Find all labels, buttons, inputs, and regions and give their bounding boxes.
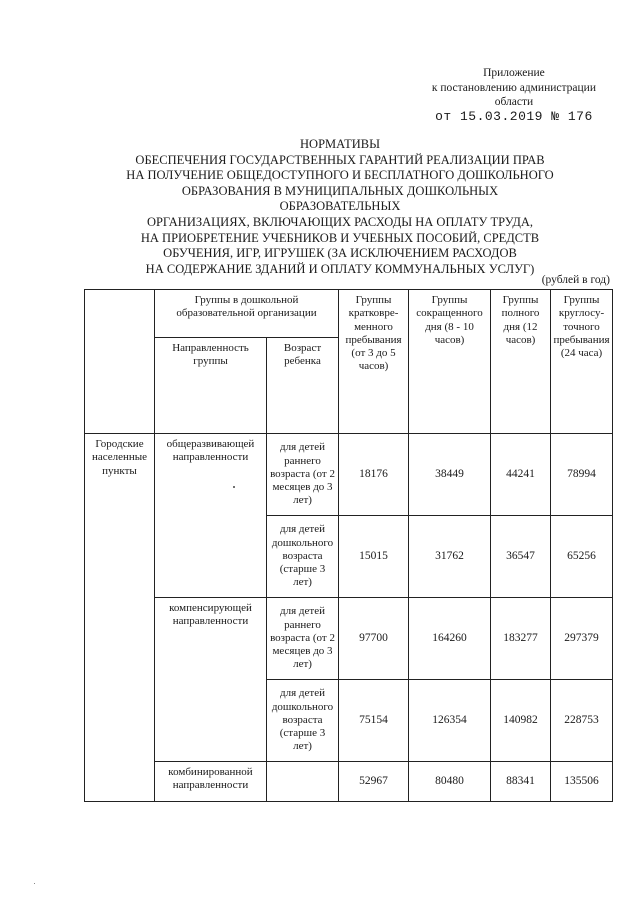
value-reduced-day: 31762 — [409, 516, 491, 598]
title-line: НА ПРИОБРЕТЕНИЕ УЧЕБНИКОВ И УЧЕБНЫХ ПОСОБИЙ, СРЕДСТВ — [140, 230, 540, 245]
scan-speck — [34, 883, 35, 884]
value-short-stay: 15015 — [339, 516, 409, 598]
title-line: ОБУЧЕНИЯ, ИГР, ИГРУШЕК (ЗА ИСКЛЮЧЕНИЕМ РАСХОДОВ — [163, 246, 517, 261]
value-full-day: 88341 — [491, 762, 551, 802]
appendix-resolution: к постановлению администрации — [431, 81, 596, 94]
header-empty-cell — [85, 290, 155, 434]
value-round-clock: 65256 — [551, 516, 613, 598]
title-line: НА ПОЛУЧЕНИЕ ОБЩЕДОСТУПНОГО И БЕСПЛАТНОГО ДОШКОЛЬНОГО — [126, 168, 554, 183]
value-reduced-day: 38449 — [409, 434, 491, 516]
table-row — [85, 598, 613, 680]
appendix-label: Приложение — [483, 67, 545, 79]
value-round-clock: 297379 — [551, 598, 613, 680]
appendix-date-number: от 15.03.2019 № 176 — [435, 108, 593, 124]
age-cell: для детей раннего возраста (от 2 месяцев до 3 лет) — [267, 434, 339, 516]
header-row-top — [85, 290, 613, 338]
col-header-reduced-day: Группы сокращенного дня (8 - 10 часов) — [409, 290, 491, 434]
title-line: ОБЕСПЕЧЕНИЯ ГОСУДАРСТВЕННЫХ ГАРАНТИЙ РЕАЛИЗАЦИИ ПРАВ — [135, 152, 545, 167]
value-round-clock: 135506 — [551, 762, 613, 802]
value-full-day: 44241 — [491, 434, 551, 516]
value-short-stay: 18176 — [339, 434, 409, 516]
title-line: ОРГАНИЗАЦИЯХ, ВКЛЮЧАЮЩИХ РАСХОДЫ НА ОПЛАТУ ТРУДА, — [146, 214, 534, 229]
col-header-round-clock: Группы круглосу-точного пребывания (24 часа) — [551, 290, 613, 434]
title-heading: НОРМАТИВЫ — [300, 137, 380, 151]
table-row — [85, 762, 613, 802]
value-short-stay: 52967 — [339, 762, 409, 802]
value-full-day: 140982 — [491, 680, 551, 762]
age-cell: для детей раннего возраста (от 2 месяцев до 3 лет) — [267, 598, 339, 680]
col-header-full-day: Группы полного дня (12 часов) — [491, 290, 551, 434]
direction-cell: общеразвивающей направленности — [155, 434, 267, 598]
age-cell — [267, 762, 339, 802]
direction-cell: компенсирующей направленности — [155, 598, 267, 762]
direction-header: Направленность группы — [155, 338, 267, 434]
age-header: Возраст ребенка — [267, 338, 339, 434]
direction-cell: комбинированной направленности — [155, 762, 267, 802]
value-reduced-day: 164260 — [409, 598, 491, 680]
title-line: НА СОДЕРЖАНИЕ ЗДАНИЙ И ОПЛАТУ КОММУНАЛЬНЫХ УСЛУГ) — [145, 261, 535, 276]
document-title — [120, 137, 560, 277]
appendix-block — [432, 66, 596, 124]
age-cell: для детей дошкольного возраста (старше 3 лет) — [267, 516, 339, 598]
groups-header: Группы в дошкольной образовательной организации — [155, 290, 339, 338]
units-note: (рублей в год) — [541, 274, 610, 286]
area-cell: Городские населенные пункты — [85, 434, 155, 802]
col-header-short-stay: Группы кратковре-менного пребывания (от 3 до 5 часов) — [339, 290, 409, 434]
value-short-stay: 97700 — [339, 598, 409, 680]
value-full-day: 183277 — [491, 598, 551, 680]
scan-speck — [233, 486, 235, 488]
age-cell: для детей дошкольного возраста (старше 3 лет) — [267, 680, 339, 762]
value-short-stay: 75154 — [339, 680, 409, 762]
value-round-clock: 78994 — [551, 434, 613, 516]
table-row — [85, 434, 613, 516]
normatives-table — [84, 289, 613, 802]
value-reduced-day: 126354 — [409, 680, 491, 762]
value-reduced-day: 80480 — [409, 762, 491, 802]
title-line: ОБРАЗОВАНИЯ В МУНИЦИПАЛЬНЫХ ДОШКОЛЬНЫХ ОБРАЗОВАТЕЛЬНЫХ — [181, 183, 499, 214]
value-full-day: 36547 — [491, 516, 551, 598]
value-round-clock: 228753 — [551, 680, 613, 762]
appendix-region: области — [494, 96, 534, 108]
